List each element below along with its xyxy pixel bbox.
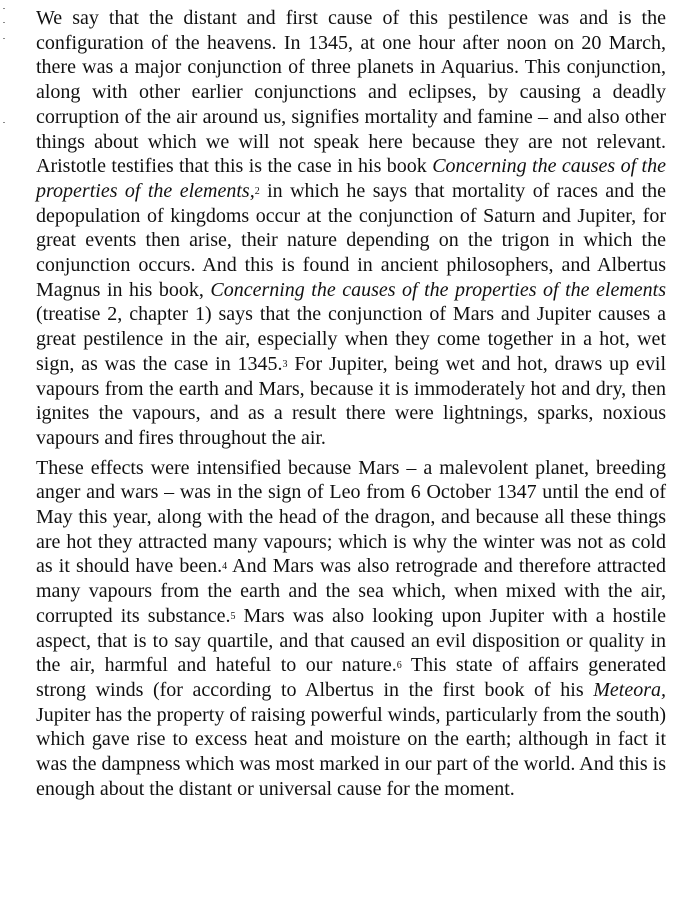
- book-title-italic: Concerning the causes of the properties of the elements,: [36, 155, 666, 202]
- margin-mark: [3, 38, 5, 39]
- footnote-marker: 2: [254, 185, 260, 197]
- text-run: in which he says that mortality of races and the depopulation of kingdoms occur at the conjunction of Saturn and Jupiter, for great events then arise, their nature depending on the trigon in which the conjunction occurs. And this is found in ancient philosophers, and Albertus Magnus in his book,: [36, 179, 667, 301]
- book-title-italic: Concerning the causes of the properties of the elements: [210, 278, 666, 301]
- book-title-italic: Meteora,: [593, 678, 666, 701]
- margin-mark: [3, 122, 5, 123]
- text-run: For Jupiter, being wet and hot, draws up evil vapours from the earth and Mars, because it is immoderately hot and dry, then ignites the vapours, and as a result there were lightnings, sparks, noxious vapours and fires throughout the air.: [36, 352, 666, 449]
- footnote-marker: 6: [396, 660, 402, 672]
- text-run: This state of affairs generated strong winds (for according to Albertus in the first book of his: [36, 654, 666, 701]
- paragraph-1: [36, 6, 666, 451]
- text-run: We say that the distant and first cause of this pestilence was and is the configuration of the heavens. In 1345, at one hour after noon on 20 March, there was a major conjunction of three planets in Aquarius. This conjunction, along with other earlier conjunctions and eclipses, by causing a deadly corruption of the air around us, signifies mortality and famine – and also other things about which we will not speak here because they are not relevant. Aristotle testifies that this is the case in his book: [36, 7, 666, 178]
- body-text: [36, 6, 666, 802]
- margin-mark: [3, 8, 5, 9]
- text-run: And Mars was also retrograde and therefore attracted many vapours from the earth and the sea which, when mixed with the air, corrupted its substance.: [36, 555, 666, 627]
- footnote-marker: 5: [230, 610, 236, 622]
- text-run: (treatise 2, chapter 1) says that the conjunction of Mars and Jupiter causes a great pestilence in the air, especially when they come together in a hot, wet sign, as was the case in 1345.: [36, 303, 666, 375]
- paragraph-2: [36, 456, 666, 802]
- footnote-marker: 4: [222, 561, 228, 573]
- text-run: These effects were intensified because Mars – a malevolent planet, breeding anger and wars – was in the sign of Leo from 6 October 1347 until the end of May this year, along with the head of the dragon, and because all these things are hot they attracted many vapours; which is why the winter was not as cold as it should have been.: [36, 456, 666, 578]
- text-run: Jupiter has the property of raising powerful winds, particularly from the south) which gave rise to excess heat and moisture on the earth; although in fact it was the dampness which was most marked in our part of the world. And this is enough about the distant or universal cause for the moment.: [36, 703, 666, 800]
- footnote-marker: 3: [282, 358, 288, 370]
- margin-mark: [3, 22, 5, 23]
- text-run: Mars was also looking upon Jupiter with a hostile aspect, that is to say quartile, and that caused an evil disposition or quality in the air, harmful and hateful to our nature.: [36, 604, 667, 677]
